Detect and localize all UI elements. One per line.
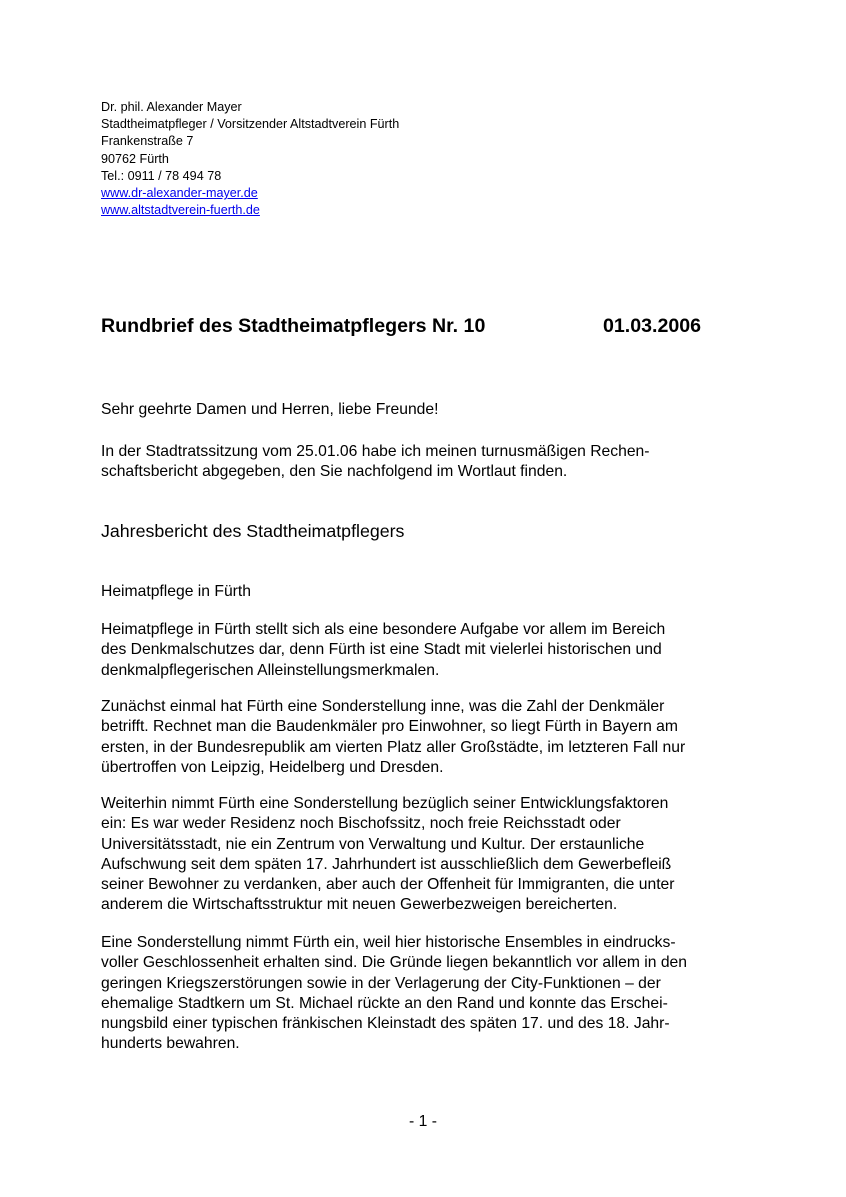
- section-heading-text: Heimatpflege in Fürth: [101, 583, 251, 600]
- text-line: anderem die Wirtschaftsstruktur mit neuen Gewerbezweigen bereicherten.: [101, 896, 618, 914]
- phone-number: Tel.: 0911 / 78 494 78: [101, 168, 222, 183]
- text-line: ersten, in der Bundesrepublik am vierten Platz aller Großstädte, im letzteren Fall nur: [101, 738, 686, 756]
- text-line: seiner Bewohner zu verdanken, aber auch der Offenheit für Immigranten, die unter: [101, 876, 675, 894]
- text-line: des Denkmalschutzes dar, denn Fürth ist eine Stadt mit vielerlei historischen und: [101, 641, 662, 659]
- text-line: voller Geschlossenheit erhalten sind. Die Gründe liegen bekanntlich vor allem in den: [101, 954, 687, 972]
- text-line: Eine Sonderstellung nimmt Fürth ein, weil hier historische Ensembles in eindrucks-: [101, 934, 676, 951]
- text-line: Weiterhin nimmt Fürth eine Sonderstellung bezüglich seiner Entwicklungsfaktoren: [101, 795, 669, 812]
- address-street: Frankenstraße 7: [101, 134, 194, 149]
- text-line: übertroffen von Leipzig, Heidelberg und Dresden.: [101, 758, 444, 776]
- text-line: nungsbild einer typischen fränkischen Kleinstadt des späten 17. und des 18. Jahr-: [101, 1015, 670, 1033]
- section-heading: [101, 582, 741, 602]
- text-line: hunderts bewahren.: [101, 1035, 240, 1053]
- website-link-altstadtverein[interactable]: www.altstadtverein-fuerth.de: [101, 203, 260, 218]
- paragraph-2: [101, 697, 741, 778]
- website-link-personal[interactable]: www.dr-alexander-mayer.de: [101, 186, 258, 201]
- text-line: Zunächst einmal hat Fürth eine Sonderstellung inne, was die Zahl der Denkmäler: [101, 698, 665, 715]
- paragraph-3: [101, 794, 741, 916]
- title-text: Rundbrief des Stadtheimatpflegers Nr. 10: [101, 315, 486, 337]
- address-city: 90762 Fürth: [101, 151, 169, 166]
- text-line: In der Stadtratssitzung vom 25.01.06 habe ich meinen turnusmäßigen Rechen-: [101, 443, 650, 460]
- author-name: Dr. phil. Alexander Mayer: [101, 100, 242, 114]
- paragraph-1: [101, 620, 741, 681]
- text-line: ein: Es war weder Residenz noch Bischofssitz, noch freie Reichsstadt oder: [101, 815, 621, 833]
- letterhead: [101, 99, 399, 219]
- text-line: Heimatpflege in Fürth stellt sich als eine besondere Aufgabe vor allem im Bereich: [101, 621, 666, 638]
- text-line: Aufschwung seit dem späten 17. Jahrhundert ist ausschließlich dem Gewerbefleiß: [101, 855, 672, 873]
- greeting-line: Sehr geehrte Damen und Herren, liebe Freunde!: [101, 401, 439, 418]
- text-line: ehemalige Stadtkern um St. Michael rückte an den Rand und konnte das Erschei-: [101, 994, 668, 1012]
- intro-paragraph: [101, 442, 741, 483]
- page-number: - 1 -: [409, 1113, 437, 1130]
- greeting: [101, 400, 741, 420]
- text-line: schaftsbericht abgegeben, den Sie nachfolgend im Wortlaut finden.: [101, 463, 568, 481]
- text-line: betrifft. Rechnet man die Baudenkmäler pro Einwohner, so liegt Fürth in Bayern am: [101, 718, 678, 736]
- text-line: geringen Kriegszerstörungen sowie in der Verlagerung der City-Funktionen – der: [101, 974, 661, 992]
- paragraph-4: [101, 933, 741, 1055]
- title-date: 01.03.2006: [603, 315, 702, 337]
- text-line: denkmalpflegerischen Alleinstellungsmerkmalen.: [101, 661, 440, 679]
- author-role: Stadtheimatpfleger / Vorsitzender Altstadtverein Fürth: [101, 117, 400, 132]
- text-line: Universitätsstadt, nie ein Zentrum von Verwaltung und Kultur. Der erstaunliche: [101, 835, 645, 853]
- document-title: [101, 314, 741, 338]
- report-heading: Jahresbericht des Stadtheimatpflegers: [101, 521, 405, 541]
